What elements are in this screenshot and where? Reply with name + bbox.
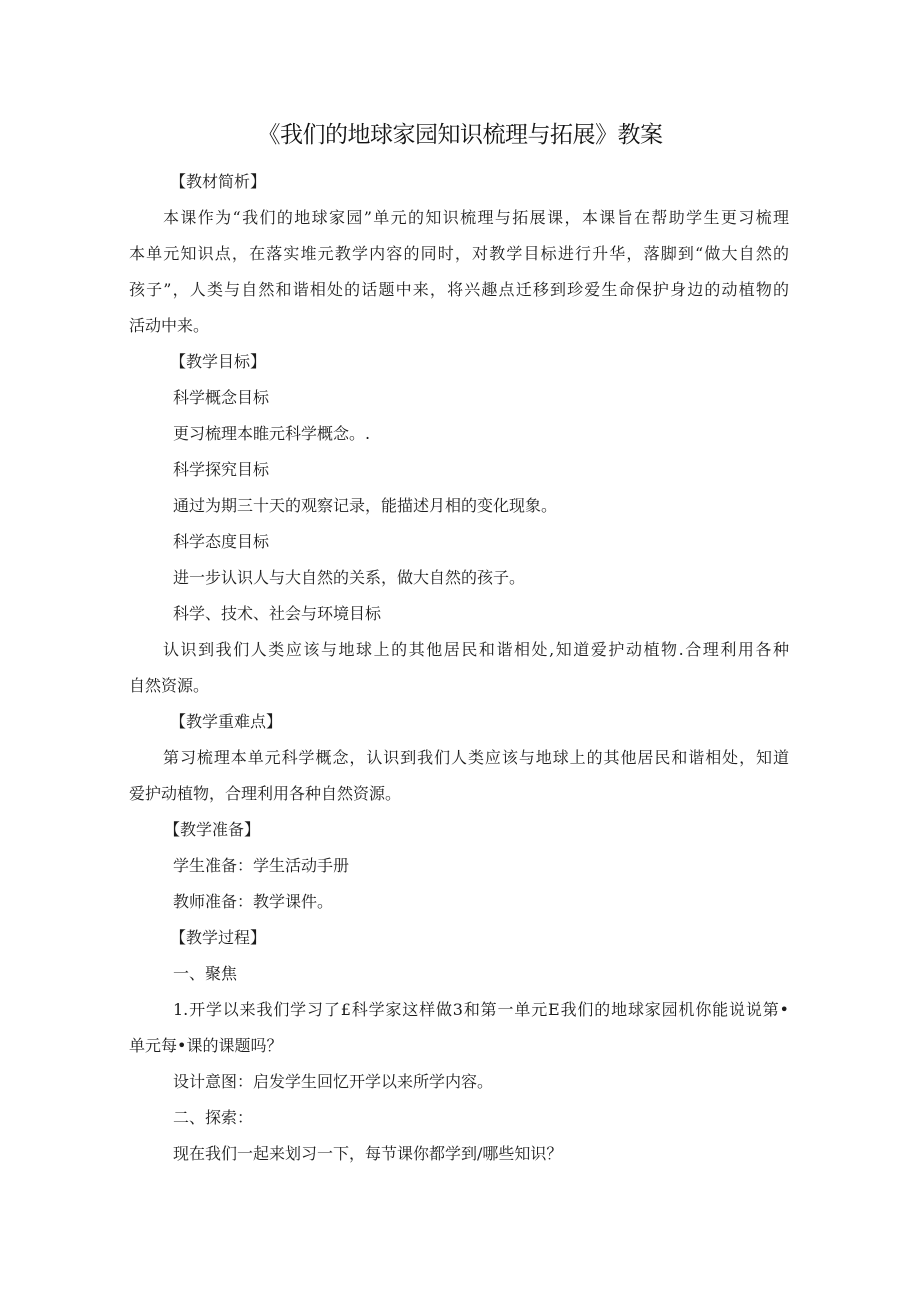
paragraph-line: 爱护动植物，合理利用各种自然资源。 [129, 784, 402, 803]
paragraph-line: 孩子”，人类与自然和谐相处的话题中来，将兴趣点迁移到珍爱生命保护身边的动植物的 [129, 280, 789, 299]
preparation-teacher: 教师准备：教学课件。 [173, 892, 334, 911]
paragraph-line: 第习梳理本单元科学概念，认识到我们人类应该与地球上的其他居民和谐相处，知道 [163, 748, 789, 767]
paragraph-line: 1.开学以来我们学习了£科学家这样做3和第一单元E我们的地球家园机你能说说第• [173, 1000, 789, 1019]
process-step-explore: 二、探索： [173, 1108, 254, 1127]
paragraph-line: 自然资源。 [129, 676, 210, 695]
section-heading-analysis: 【教材简析】 [170, 172, 267, 191]
process-step-explore-text: 现在我们一起来划习一下，每节课你都学到/哪些知识？ [173, 1144, 563, 1163]
section-heading-preparation: 【教学准备】 [164, 820, 261, 839]
goal-label-inquiry: 科学探究目标 [173, 460, 270, 479]
section-heading-goals: 【教学目标】 [170, 352, 267, 371]
design-intent: 设计意图：启发学生回忆开学以来所学内容。 [173, 1072, 494, 1091]
preparation-student: 学生准备：学生活动手册 [173, 856, 350, 875]
section-heading-key-points: 【教学重难点】 [170, 712, 283, 731]
paragraph-line: 单元每•课的课题吗？ [129, 1036, 283, 1055]
goal-text-attitude: 进一步认识人与大自然的关系，做大自然的孩子。 [173, 568, 526, 587]
process-step-focus: 一、聚焦 [173, 964, 238, 983]
paragraph-line: 认识到我们人类应该与地球上的其他居民和谐相处,知道爱护动植物.合理利用各种 [163, 640, 789, 659]
goal-label-attitude: 科学态度目标 [173, 532, 270, 551]
paragraph-line: 本课作为“我们的地球家园”单元的知识梳理与拓展课，本课旨在帮助学生更习梳理 [163, 208, 789, 227]
goal-label-concept: 科学概念目标 [173, 388, 270, 407]
goal-text-concept: 更习梳理本睢元科学概念。. [173, 424, 371, 443]
paragraph-line: 本单元知识点，在落实堆元教学内容的同时，对教学目标进行升华，落脚到“做大自然的 [129, 244, 789, 263]
document-title: 《我们的地球家园知识梳理与拓展》教案 [257, 122, 663, 148]
section-heading-process: 【教学过程】 [170, 928, 267, 947]
goal-label-sts: 科学、技术、社会与环境目标 [173, 604, 382, 623]
goal-text-inquiry: 通过为期三十天的观察记录，能描述月相的变化现象。 [173, 496, 558, 515]
paragraph-line: 活动中来。 [129, 316, 210, 335]
